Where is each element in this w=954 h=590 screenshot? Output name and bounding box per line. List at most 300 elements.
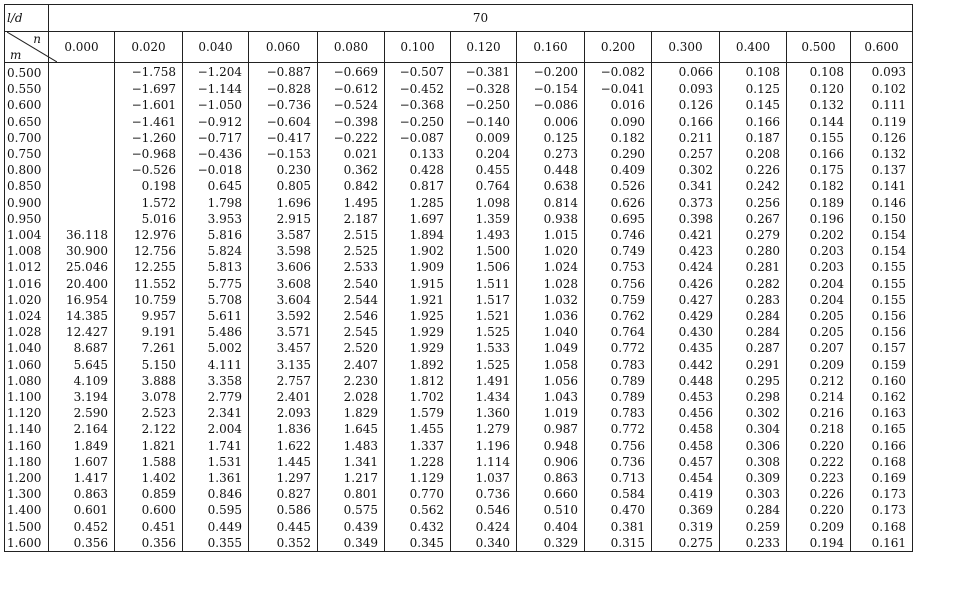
table-cell: 0.157 <box>871 341 906 356</box>
table-cell: 0.090 <box>585 114 652 130</box>
table-cell: 0.132 <box>871 147 906 162</box>
table-cell: 0.137 <box>871 163 906 178</box>
table-cell: 5.775 <box>183 276 249 292</box>
table-cell: −0.041 <box>585 81 652 97</box>
table-cell: 0.154 <box>871 228 906 243</box>
table-cell: 2.230 <box>318 373 385 389</box>
table-cell <box>49 97 115 113</box>
table-cell: 1.032 <box>517 292 585 308</box>
table-cell: 1.921 <box>385 292 451 308</box>
table-cell: 0.204 <box>451 146 517 162</box>
table-cell: 1.129 <box>385 470 451 486</box>
table-cell: 0.155 <box>871 260 906 275</box>
table-cell: 1.217 <box>318 470 385 486</box>
table-cell: 0.756 <box>585 438 652 454</box>
table-cell: 3.608 <box>249 276 318 292</box>
table-container <box>4 4 913 552</box>
table-cell: 0.736 <box>585 454 652 470</box>
table-cell: 1.925 <box>385 308 451 324</box>
table-cell: −1.758 <box>115 63 183 82</box>
table-cell: 1.495 <box>318 195 385 211</box>
table-cell: 0.329 <box>517 535 585 552</box>
table-cell: 0.226 <box>720 162 787 178</box>
row-label-m: 0.850 <box>5 178 49 194</box>
row-label-m: 1.100 <box>5 389 49 405</box>
table-cell: −0.086 <box>517 97 585 113</box>
table-cell <box>49 114 115 130</box>
table-cell: 0.772 <box>585 340 652 356</box>
table-cell: 2.187 <box>318 211 385 227</box>
row-label-m: 1.016 <box>5 276 49 292</box>
table-cell: 0.126 <box>871 130 906 145</box>
table-cell: −0.669 <box>318 63 385 82</box>
table-cell: 5.816 <box>183 227 249 243</box>
table-cell: 0.789 <box>585 389 652 405</box>
table-cell: 4.109 <box>49 373 115 389</box>
table-cell: 0.267 <box>720 211 787 227</box>
table-cell: 0.205 <box>787 308 851 324</box>
table-cell: 25.046 <box>49 259 115 275</box>
table-cell: 5.002 <box>183 340 249 356</box>
table-cell: 0.846 <box>183 486 249 502</box>
table-cell: 0.340 <box>451 535 517 552</box>
table-cell: 0.427 <box>652 292 720 308</box>
table-row <box>5 97 913 113</box>
table-cell: −0.736 <box>249 97 318 113</box>
table-cell: 0.442 <box>652 357 720 373</box>
table-cell: 0.273 <box>517 146 585 162</box>
table-row <box>5 276 913 292</box>
table-cell: 8.687 <box>49 340 115 356</box>
table-cell: 0.298 <box>720 389 787 405</box>
table-cell: 2.546 <box>318 308 385 324</box>
table-cell: 0.144 <box>787 114 851 130</box>
table-cell: 0.448 <box>517 162 585 178</box>
table-cell: 5.645 <box>49 357 115 373</box>
table-cell: 2.525 <box>318 243 385 259</box>
table-cell: 0.125 <box>517 130 585 146</box>
table-cell: 0.458 <box>652 421 720 437</box>
table-cell: −0.154 <box>517 81 585 97</box>
table-cell: 0.584 <box>585 486 652 502</box>
row-label-m: 1.200 <box>5 470 49 486</box>
table-cell: 0.457 <box>652 454 720 470</box>
table-cell: 0.156 <box>871 309 906 324</box>
table-cell: 0.452 <box>49 519 115 535</box>
table-cell: 0.108 <box>720 63 787 82</box>
table-cell: 1.894 <box>385 227 451 243</box>
table-cell: 9.191 <box>115 324 183 340</box>
table-cell: 0.155 <box>871 292 906 307</box>
table-cell: 0.454 <box>652 470 720 486</box>
table-cell: 0.226 <box>787 486 851 502</box>
table-cell: 5.150 <box>115 357 183 373</box>
table-cell: 0.126 <box>652 97 720 113</box>
table-cell: 1.525 <box>451 357 517 373</box>
table-cell: 0.125 <box>720 81 787 97</box>
table-cell: 9.957 <box>115 308 183 324</box>
table-cell: 2.757 <box>249 373 318 389</box>
table-cell: 1.579 <box>385 405 451 421</box>
table-cell: 0.948 <box>517 438 585 454</box>
table-cell: 0.356 <box>115 535 183 552</box>
table-cell: 0.863 <box>49 486 115 502</box>
table-cell: 0.341 <box>652 178 720 194</box>
table-cell: −1.204 <box>183 63 249 82</box>
table-cell: 0.645 <box>183 178 249 194</box>
table-cell: 0.345 <box>385 535 451 552</box>
table-cell: −0.087 <box>385 130 451 146</box>
table-cell: 0.863 <box>517 470 585 486</box>
table-cell: 5.824 <box>183 243 249 259</box>
table-cell: 1.702 <box>385 389 451 405</box>
table-row <box>5 470 913 486</box>
table-cell: 1.500 <box>451 243 517 259</box>
table-cell: −1.050 <box>183 97 249 113</box>
column-header: 0.200 <box>585 32 652 63</box>
table-cell: 0.938 <box>517 211 585 227</box>
table-cell: 0.242 <box>720 178 787 194</box>
table-cell: 2.540 <box>318 276 385 292</box>
table-cell: 0.187 <box>720 130 787 146</box>
row-label-m: 1.400 <box>5 502 49 518</box>
table-cell: −0.200 <box>517 63 585 82</box>
table-cell: 1.040 <box>517 324 585 340</box>
table-cell: 2.779 <box>183 389 249 405</box>
table-cell: 0.021 <box>318 146 385 162</box>
table-cell: 0.182 <box>787 178 851 194</box>
table-cell: 2.523 <box>115 405 183 421</box>
table-cell: 0.209 <box>787 519 851 535</box>
table-cell: 1.114 <box>451 454 517 470</box>
header-row-n <box>5 32 913 63</box>
table-cell: 3.457 <box>249 340 318 356</box>
table-cell: 0.362 <box>318 162 385 178</box>
table-cell: −0.250 <box>385 114 451 130</box>
table-cell: 0.906 <box>517 454 585 470</box>
table-cell: 0.283 <box>720 292 787 308</box>
table-cell: −1.144 <box>183 81 249 97</box>
table-cell: 36.118 <box>49 227 115 243</box>
table-cell: 0.108 <box>787 63 851 82</box>
table-cell <box>49 211 115 227</box>
table-cell: 0.279 <box>720 227 787 243</box>
table-cell: −0.717 <box>183 130 249 146</box>
table-cell: 0.423 <box>652 243 720 259</box>
table-cell: 0.859 <box>115 486 183 502</box>
table-cell: 0.154 <box>871 244 906 259</box>
table-cell: 0.764 <box>585 324 652 340</box>
table-cell: 0.448 <box>652 373 720 389</box>
row-label-m: 1.160 <box>5 438 49 454</box>
table-cell: 2.341 <box>183 405 249 421</box>
table-cell: 0.439 <box>318 519 385 535</box>
table-cell: 0.827 <box>249 486 318 502</box>
header-row-ld <box>5 5 913 32</box>
table-cell: 1.028 <box>517 276 585 292</box>
table-row <box>5 259 913 275</box>
table-cell: −0.604 <box>249 114 318 130</box>
column-header: 0.400 <box>720 32 787 63</box>
table-row <box>5 292 913 308</box>
row-label-m: 0.950 <box>5 211 49 227</box>
table-cell: 0.749 <box>585 243 652 259</box>
table-cell: 0.284 <box>720 502 787 518</box>
table-cell: 1.445 <box>249 454 318 470</box>
table-row <box>5 373 913 389</box>
table-cell: 1.417 <box>49 470 115 486</box>
table-cell: 0.626 <box>585 195 652 211</box>
table-cell: 0.166 <box>787 146 851 162</box>
table-cell: 0.302 <box>720 405 787 421</box>
table-cell: 1.024 <box>517 259 585 275</box>
table-cell: 1.588 <box>115 454 183 470</box>
column-header: 0.040 <box>183 32 249 63</box>
table-cell: 0.449 <box>183 519 249 535</box>
row-label-m: 1.020 <box>5 292 49 308</box>
table-cell: 0.141 <box>871 179 906 194</box>
column-header: 0.000 <box>49 32 115 63</box>
table-cell: 1.483 <box>318 438 385 454</box>
table-cell: 30.900 <box>49 243 115 259</box>
ld-value: 70 <box>49 5 913 32</box>
table-cell: 2.093 <box>249 405 318 421</box>
table-cell: 0.308 <box>720 454 787 470</box>
table-cell: 0.805 <box>249 178 318 194</box>
table-cell: 0.295 <box>720 373 787 389</box>
table-cell: −0.524 <box>318 97 385 113</box>
table-cell: 0.453 <box>652 389 720 405</box>
table-cell: 0.426 <box>652 276 720 292</box>
table-cell: 1.043 <box>517 389 585 405</box>
table-cell: 1.909 <box>385 259 451 275</box>
table-cell: 1.020 <box>517 243 585 259</box>
table-cell: 0.203 <box>787 259 851 275</box>
table-cell: 3.604 <box>249 292 318 308</box>
table-cell: 0.155 <box>787 130 851 146</box>
table-cell: 0.257 <box>652 146 720 162</box>
table-cell: −0.912 <box>183 114 249 130</box>
table-cell: 1.036 <box>517 308 585 324</box>
table-cell: 0.424 <box>451 519 517 535</box>
table-cell: 0.204 <box>787 276 851 292</box>
table-cell: 0.202 <box>787 227 851 243</box>
table-cell <box>49 130 115 146</box>
table-cell: 5.611 <box>183 308 249 324</box>
table-cell: 0.208 <box>720 146 787 162</box>
table-cell: 1.645 <box>318 421 385 437</box>
table-row <box>5 486 913 502</box>
table-cell: 12.255 <box>115 259 183 275</box>
table-cell <box>49 162 115 178</box>
table-cell: 0.595 <box>183 502 249 518</box>
table-cell: 0.281 <box>720 259 787 275</box>
table-cell: −0.153 <box>249 146 318 162</box>
table-cell: 1.434 <box>451 389 517 405</box>
table-cell: 0.638 <box>517 178 585 194</box>
table-cell: 1.929 <box>385 324 451 340</box>
table-cell: 1.849 <box>49 438 115 454</box>
table-cell: 0.163 <box>871 406 906 421</box>
table-cell: −0.887 <box>249 63 318 82</box>
table-cell: 14.385 <box>49 308 115 324</box>
table-cell: 0.205 <box>787 324 851 340</box>
table-cell: 0.424 <box>652 259 720 275</box>
table-cell: −0.507 <box>385 63 451 82</box>
table-cell: 0.162 <box>871 390 906 405</box>
table-cell: 2.122 <box>115 421 183 437</box>
table-cell: 3.194 <box>49 389 115 405</box>
table-cell: 1.360 <box>451 405 517 421</box>
table-cell: 0.220 <box>787 502 851 518</box>
table-cell: 3.078 <box>115 389 183 405</box>
table-cell: 0.233 <box>720 535 787 552</box>
row-label-m: 1.040 <box>5 340 49 356</box>
table-cell: 0.470 <box>585 502 652 518</box>
table-row <box>5 81 913 97</box>
table-cell: 0.161 <box>871 535 906 550</box>
row-label-m: 0.600 <box>5 97 49 113</box>
table-cell <box>49 81 115 97</box>
table-cell: 1.359 <box>451 211 517 227</box>
table-cell: 1.836 <box>249 421 318 437</box>
table-cell <box>49 178 115 194</box>
m-axis-label: m <box>10 48 22 62</box>
table-cell: 5.813 <box>183 259 249 275</box>
table-cell: 3.587 <box>249 227 318 243</box>
table-cell: 0.987 <box>517 421 585 437</box>
row-label-m: 1.004 <box>5 227 49 243</box>
table-cell: 1.015 <box>517 227 585 243</box>
table-cell: 0.168 <box>871 519 906 534</box>
table-cell: 0.429 <box>652 308 720 324</box>
table-cell: 2.545 <box>318 324 385 340</box>
table-cell <box>49 146 115 162</box>
table-cell: 0.303 <box>720 486 787 502</box>
table-cell: 1.696 <box>249 195 318 211</box>
table-cell: −1.260 <box>115 130 183 146</box>
table-cell: −1.697 <box>115 81 183 97</box>
table-cell: 0.445 <box>249 519 318 535</box>
table-cell: 0.291 <box>720 357 787 373</box>
row-label-m: 1.180 <box>5 454 49 470</box>
table-cell: 0.145 <box>720 97 787 113</box>
table-cell: 0.169 <box>871 471 906 486</box>
table-cell: −1.601 <box>115 97 183 113</box>
table-cell: 3.571 <box>249 324 318 340</box>
table-cell: 1.525 <box>451 324 517 340</box>
row-label-m: 0.550 <box>5 81 49 97</box>
table-cell: −0.018 <box>183 162 249 178</box>
table-cell: 2.407 <box>318 357 385 373</box>
row-label-m: 1.008 <box>5 243 49 259</box>
table-cell: 0.428 <box>385 162 451 178</box>
table-cell: 0.430 <box>652 324 720 340</box>
table-cell: 0.309 <box>720 470 787 486</box>
table-cell: 1.531 <box>183 454 249 470</box>
table-cell: 0.189 <box>787 195 851 211</box>
table-cell: 0.398 <box>652 211 720 227</box>
table-cell: 0.381 <box>585 519 652 535</box>
row-label-m: 0.500 <box>5 63 49 82</box>
table-cell: −0.612 <box>318 81 385 97</box>
table-cell: 0.306 <box>720 438 787 454</box>
table-cell: 1.279 <box>451 421 517 437</box>
table-cell: 2.915 <box>249 211 318 227</box>
ld-label: l/d <box>5 5 49 32</box>
table-cell: 3.358 <box>183 373 249 389</box>
table-cell: 1.929 <box>385 340 451 356</box>
table-cell: 0.066 <box>652 63 720 82</box>
table-cell: 0.282 <box>720 276 787 292</box>
table-cell: 16.954 <box>49 292 115 308</box>
column-header: 0.500 <box>787 32 851 63</box>
table-cell: 0.352 <box>249 535 318 552</box>
table-cell: 0.713 <box>585 470 652 486</box>
table-cell: 11.552 <box>115 276 183 292</box>
table-row <box>5 211 913 227</box>
table-cell: 0.349 <box>318 535 385 552</box>
table-cell: 0.165 <box>871 422 906 437</box>
table-cell: 0.220 <box>787 438 851 454</box>
table-cell: 0.373 <box>652 195 720 211</box>
table-cell: 1.511 <box>451 276 517 292</box>
table-cell: 0.546 <box>451 502 517 518</box>
table-cell: 1.196 <box>451 438 517 454</box>
table-cell: 2.520 <box>318 340 385 356</box>
table-cell: 1.098 <box>451 195 517 211</box>
table-cell: 0.660 <box>517 486 585 502</box>
row-label-m: 1.300 <box>5 486 49 502</box>
column-header: 0.600 <box>851 32 913 63</box>
table-cell: 0.451 <box>115 519 183 535</box>
table-cell: 1.455 <box>385 421 451 437</box>
table-cell: 1.892 <box>385 357 451 373</box>
table-cell: 0.302 <box>652 162 720 178</box>
table-cell: 1.058 <box>517 357 585 373</box>
table-cell: 0.762 <box>585 308 652 324</box>
table-cell: 0.319 <box>652 519 720 535</box>
mn-corner-cell <box>5 32 49 63</box>
table-cell: −0.222 <box>318 130 385 146</box>
table-cell: 0.783 <box>585 405 652 421</box>
table-cell: 0.756 <box>585 276 652 292</box>
table-cell: 1.572 <box>115 195 183 211</box>
table-cell: 0.216 <box>787 405 851 421</box>
table-cell: 1.337 <box>385 438 451 454</box>
table-cell: 0.290 <box>585 146 652 162</box>
table-cell: 0.435 <box>652 340 720 356</box>
table-cell: 0.284 <box>720 308 787 324</box>
table-cell: 0.207 <box>787 340 851 356</box>
row-label-m: 1.012 <box>5 259 49 275</box>
table-row <box>5 162 913 178</box>
table-cell: 0.146 <box>871 195 906 210</box>
table-cell: 0.695 <box>585 211 652 227</box>
table-row <box>5 243 913 259</box>
table-cell: 0.284 <box>720 324 787 340</box>
table-cell: 2.544 <box>318 292 385 308</box>
n-axis-label: n <box>33 32 41 46</box>
table-cell: −0.381 <box>451 63 517 82</box>
table-cell: 0.772 <box>585 421 652 437</box>
table-row <box>5 63 913 82</box>
table-cell: 2.533 <box>318 259 385 275</box>
table-cell: 0.801 <box>318 486 385 502</box>
table-cell: 1.902 <box>385 243 451 259</box>
table-cell: 3.888 <box>115 373 183 389</box>
table-cell: 0.212 <box>787 373 851 389</box>
